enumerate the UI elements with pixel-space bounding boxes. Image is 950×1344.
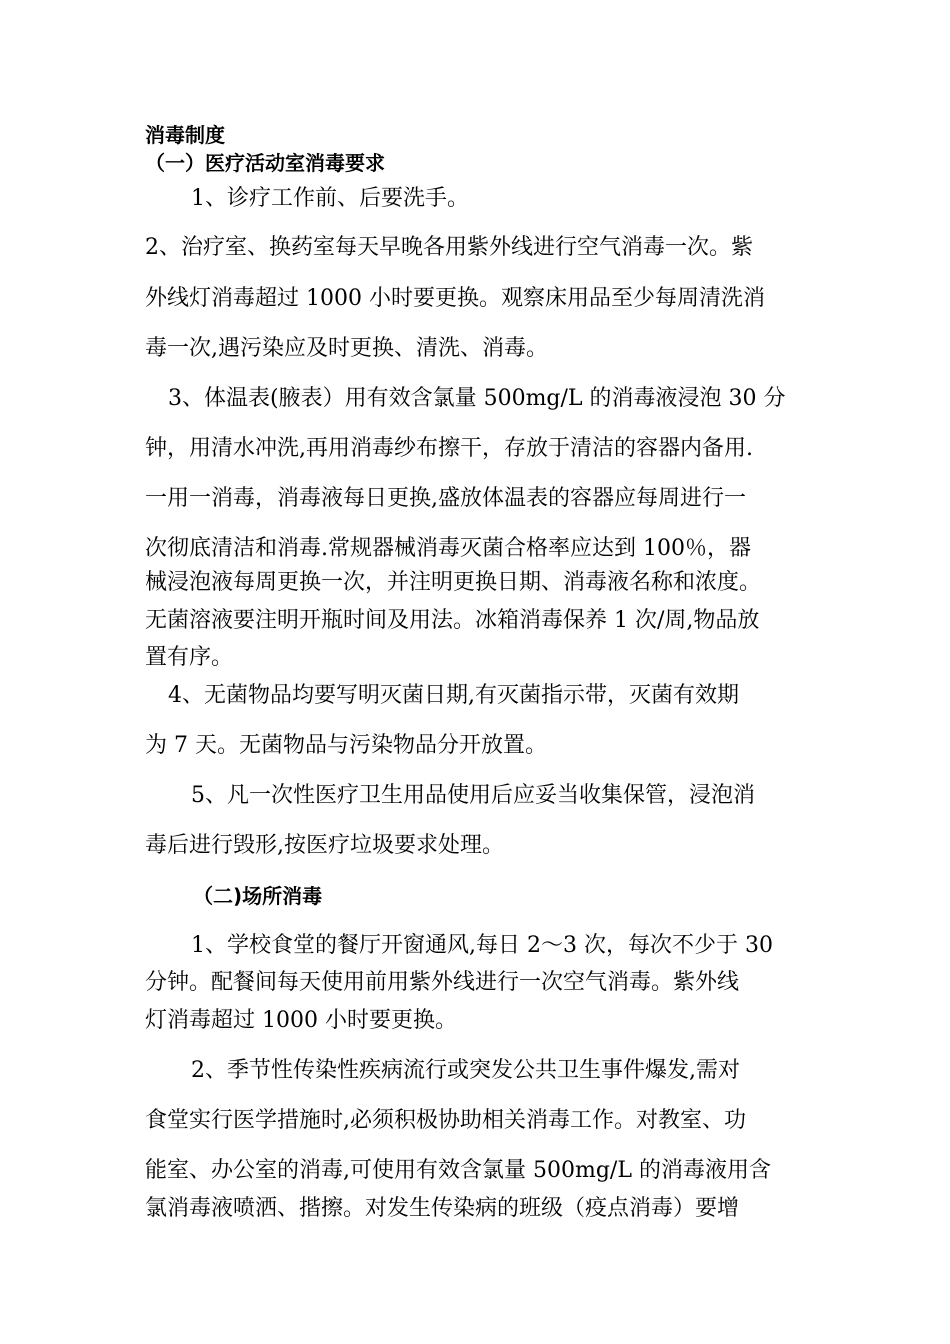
paragraph-line: 5、凡一次性医疗卫生用品使用后应妥当收集保管，浸泡消 xyxy=(191,783,755,808)
paragraph-line: 食堂实行医学措施时,必须积极协助相关消毒工作。对教室、功 xyxy=(145,1108,746,1133)
section-heading: （二)场所消毒 xyxy=(193,884,323,908)
paragraph-line: 一用一消毒，消毒液每日更换,盛放体温表的容器应每周进行一 xyxy=(145,486,746,511)
paragraph-line: 次彻底清洁和消毒.常规器械消毒灭菌合格率应达到 100％，器 xyxy=(145,536,751,561)
paragraph-line: 氯消毒液喷洒、揩擦。对发生传染病的班级（疫点消毒）要增 xyxy=(145,1196,740,1221)
paragraph-line: 灯消毒超过 1000 小时要更换。 xyxy=(145,1008,457,1033)
paragraph-line: 1、学校食堂的餐厅开窗通风,每日 2～3 次，每次不少于 30 xyxy=(191,933,773,958)
paragraph-line: 械浸泡液每周更换一次，并注明更换日期、消毒液名称和浓度。 xyxy=(145,570,762,595)
paragraph-line: 能室、办公室的消毒,可使用有效含氯量 500mg/L 的消毒液用含 xyxy=(145,1158,771,1183)
paragraph-line: 4、无菌物品均要写明灭菌日期,有灭菌指示带，灭菌有效期 xyxy=(168,683,739,708)
paragraph-line: 毒一次,遇污染应及时更换、清洗、消毒。 xyxy=(145,336,548,361)
paragraph-line: 2、治疗室、换药室每天早晚各用紫外线进行空气消毒一次。紫 xyxy=(145,235,753,260)
paragraph-line: 置有序。 xyxy=(145,645,234,670)
page-title: 消毒制度 xyxy=(145,123,225,147)
paragraph-line: 2、季节性传染性疾病流行或突发公共卫生事件爆发,需对 xyxy=(191,1058,740,1083)
paragraph-line: 毒后进行毁形,按医疗垃圾要求处理。 xyxy=(145,833,504,858)
paragraph-line: 分钟。配餐间每天使用前用紫外线进行一次空气消毒。紫外线 xyxy=(145,970,740,995)
paragraph-line: 钟，用清水冲洗,再用消毒纱布擦干，存放于清洁的容器内备用. xyxy=(145,436,753,461)
paragraph-line: 1、诊疗工作前、后要洗手。 xyxy=(191,186,469,211)
paragraph-line: 无菌溶液要注明开瓶时间及用法。冰箱消毒保养 1 次/周,物品放 xyxy=(145,608,760,633)
paragraph-line: 3、体温表(腋表）用有效含氯量 500mg/L 的消毒液浸泡 30 分 xyxy=(168,386,786,411)
paragraph-line: 外线灯消毒超过 1000 小时要更换。观察床用品至少每周清洗消 xyxy=(145,286,765,311)
section-heading: （一）医疗活动室消毒要求 xyxy=(145,151,385,175)
paragraph-line: 为 7 天。无菌物品与污染物品分开放置。 xyxy=(145,733,547,758)
